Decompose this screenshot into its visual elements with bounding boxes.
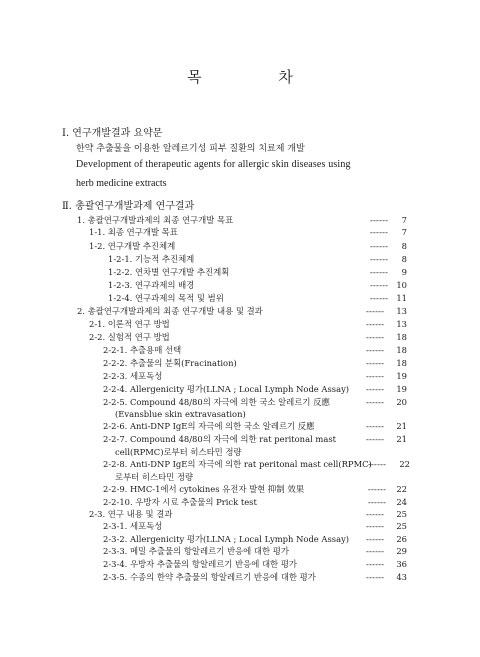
toc-entry-label: 2-2-1. 추출용매 선택 [103, 345, 182, 355]
toc-entry-label: 2-3-4. 우방자 추출물의 항알레르기 반응에 대한 평가 [103, 559, 297, 569]
toc-leader: ------ [370, 267, 389, 277]
toc-leader: ------ [370, 293, 389, 303]
toc-entry [103, 520, 409, 532]
toc-entry-label: 2-3-2. Allergenicity 평가(LLNA ; Local Lymph Node Assay) [103, 534, 350, 544]
toc-page-number: 7 [401, 215, 407, 225]
toc-entry-label: 1. 총괄연구개발과제의 최종 연구개발 목표 [77, 215, 234, 225]
toc-entry-label: 1-1. 최종 연구개발 목표 [89, 227, 178, 237]
toc-leader: ------ [370, 280, 389, 290]
page-title: 목 차 [187, 68, 293, 86]
toc-page-number: 7 [401, 227, 407, 237]
toc-entry-continuation: 로부터 히스타민 정량 [115, 472, 194, 482]
toc-entry-label: 2-3-1. 세포독성 [103, 521, 163, 531]
toc-entry-label: 2-2-2. 추출물의 분획(Fracination) [103, 358, 237, 368]
toc-entry-label: 1-2-4. 연구과제의 목적 및 범위 [108, 293, 224, 303]
toc-leader: ------ [366, 509, 385, 519]
toc-leader: ------ [366, 319, 385, 329]
toc-entry-label: 1-2-2. 연차별 연구개발 추진계획 [108, 267, 230, 277]
toc-page-number: 43 [396, 572, 407, 582]
toc-entry-continuation: cell(RPMC)로부터 히스타민 정량 [115, 447, 242, 457]
toc-leader: ------ [368, 459, 387, 469]
toc-entry-label: 2. 총괄연구개발과제의 최종 연구개발 내용 및 결과 [77, 306, 263, 316]
toc-leader: ------ [366, 397, 385, 407]
toc-entry [103, 396, 409, 408]
toc-entry [89, 508, 409, 520]
toc-entry-label: 2-2-5. Compound 48/80의 자극에 의한 국소 알레르기 反應 [103, 397, 330, 407]
toc-leader: ------ [366, 559, 385, 569]
toc-entry [103, 370, 409, 382]
toc-page-number: 25 [396, 521, 407, 531]
section-1-heading: Ⅰ. 연구개발결과 요약문 [62, 128, 163, 139]
toc-leader: ------ [366, 371, 385, 381]
toc-entry [108, 253, 409, 265]
toc-entry [89, 226, 409, 238]
toc-entry [103, 545, 409, 557]
toc-entry [103, 458, 412, 470]
toc-entry [103, 496, 409, 508]
toc-entry [103, 383, 409, 395]
toc-leader: ------ [370, 254, 389, 264]
toc-entry [103, 344, 409, 356]
toc-page-number: 9 [401, 267, 407, 277]
toc-entry-label: 1-2-1. 기능적 추진체계 [108, 254, 195, 264]
toc-leader: ------ [366, 434, 385, 444]
toc-page-number: 13 [396, 306, 407, 316]
toc-entry [103, 483, 409, 495]
toc-page-number: 22 [399, 459, 410, 469]
toc-entry [108, 266, 409, 278]
toc-page-number: 19 [396, 384, 407, 394]
toc-entry-label: 2-3. 연구 내용 및 결과 [89, 509, 173, 519]
toc-entry-label: 2-2-4. Allergenicity 평가(LLNA ; Local Lymph Node Assay) [103, 384, 350, 394]
toc-page-number: 36 [396, 559, 407, 569]
toc-entry [103, 571, 409, 583]
toc-page-number: 11 [396, 293, 407, 303]
toc-entry-label: 2-2-8. Anti-DNP IgE의 자극에 의한 rat peritonal mast cell(RPMC) [103, 459, 372, 469]
toc-leader: ------ [366, 534, 385, 544]
toc-leader: ------ [368, 484, 387, 494]
toc-page-number: 29 [396, 546, 407, 556]
toc-entry [103, 533, 409, 545]
toc-page-number: 24 [396, 497, 407, 507]
toc-leader: ------ [366, 546, 385, 556]
toc-entry [103, 433, 409, 445]
toc-entry-label: 2-3-5. 수종의 한약 추출물의 항알레르기 반응에 대한 평가 [103, 572, 316, 582]
toc-page-number: 13 [396, 319, 407, 329]
summary-title-english-cont: herb medicine extracts [76, 178, 167, 189]
toc-page-number: 26 [396, 534, 407, 544]
toc-page-number: 25 [396, 509, 407, 519]
toc-leader: ------ [366, 345, 385, 355]
toc-leader: ------ [366, 572, 385, 582]
toc-leader: ------ [366, 306, 385, 316]
toc-leader: ------ [366, 358, 385, 368]
section-2-heading: Ⅱ. 총괄연구개발과제 연구결과 [62, 201, 195, 212]
toc-entry-label: 1-2. 연구개발 추진체계 [89, 241, 176, 251]
toc-leader: ------ [366, 521, 385, 531]
summary-title-english: Development of therapeutic agents for allergic skin diseases using [76, 159, 351, 170]
toc-leader: ------ [366, 332, 385, 342]
toc-entry-continuation: (Evansblue skin extravasation) [115, 409, 246, 419]
toc-entry [89, 318, 409, 330]
toc-entry [77, 214, 409, 226]
toc-page-number: 20 [396, 397, 407, 407]
toc-entry [103, 558, 409, 570]
toc-entry [77, 305, 409, 317]
toc-entry-label: 2-1. 이론적 연구 방법 [89, 319, 170, 329]
toc-leader: ------ [368, 497, 387, 507]
toc-page-number: 19 [396, 371, 407, 381]
toc-entry-label: 2-2-10. 우방자 시료 추출물의 Prick test [103, 497, 257, 507]
toc-entry-label: 2-2-7. Compound 48/80의 자극에 의한 rat peritonal mast [103, 434, 336, 444]
toc-leader: ------ [366, 384, 385, 394]
toc-leader: ------ [370, 227, 389, 237]
toc-page-number: 21 [396, 421, 407, 431]
toc-page-number: 22 [396, 484, 407, 494]
toc-entry [103, 420, 409, 432]
toc-entry [108, 292, 409, 304]
toc-page-number: 18 [396, 332, 407, 342]
toc-page-number: 21 [396, 434, 407, 444]
toc-leader: ------ [370, 215, 389, 225]
toc-entry-label: 2-2-3. 세포독성 [103, 371, 163, 381]
toc-entry [108, 279, 409, 291]
toc-entry-label: 2-2-6. Anti-DNP IgE의 자극에 의한 국소 알레르기 反應 [103, 421, 315, 431]
toc-entry-label: 2-2. 실험적 연구 방법 [89, 332, 170, 342]
toc-entry [89, 240, 409, 252]
toc-page-number: 10 [396, 280, 407, 290]
toc-page-number: 18 [396, 345, 407, 355]
toc-entry-label: 1-2-3. 연구과제의 배경 [108, 280, 195, 290]
summary-title-korean: 한약 추출물을 이용한 알레르기성 피부 질환의 치료제 개발 [76, 144, 305, 154]
toc-entry-label: 2-2-9. HMC-1에서 cytokines 유전자 발현 抑制 效果 [103, 484, 305, 494]
toc-leader: ------ [366, 421, 385, 431]
toc-entry [103, 357, 409, 369]
toc-page-number: 18 [396, 358, 407, 368]
toc-entry-label: 2-3-3. 메밀 추출물의 항알레르기 반응에 대한 평가 [103, 546, 289, 556]
toc-page-number: 8 [401, 241, 407, 251]
toc-leader: ------ [370, 241, 389, 251]
toc-entry [89, 331, 409, 343]
toc-page-number: 8 [401, 254, 407, 264]
